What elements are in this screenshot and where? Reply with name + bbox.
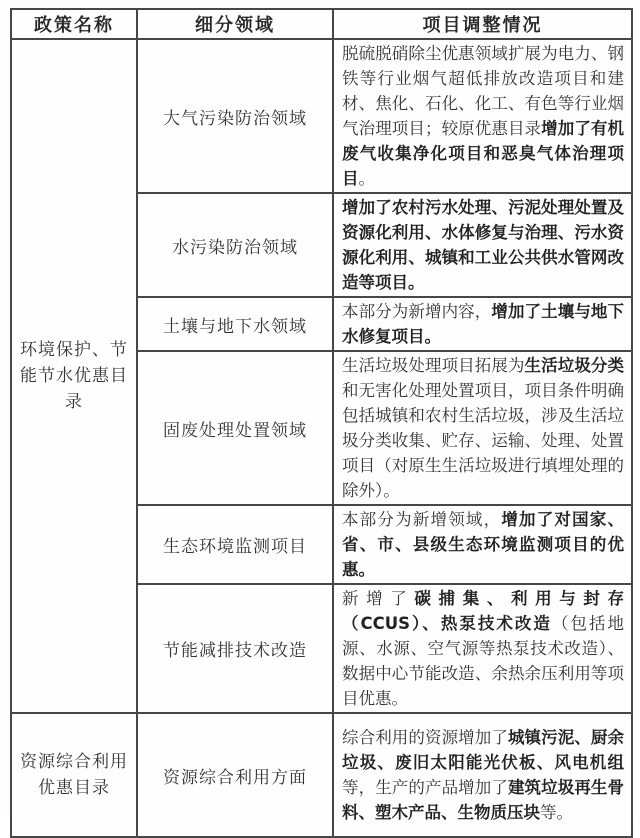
detail-segment: 脱硫脱硝除尘优惠领域扩展为电力、钢铁等行业烟气超低排放改造项目和建材、焦化、石化、化工、有色等行业烟气治理项目；较原优惠目录 <box>342 44 624 138</box>
detail-segment: 增加了农村污水处理、污泥处理处置及资源化利用、水体修复与治理、污水资源化利用、城镇和工业公共供水管网改造等项目。 <box>342 198 624 292</box>
field-water-pollution: 水污染防治领域 <box>137 193 333 297</box>
detail-segment: 新增了 <box>342 589 415 608</box>
field-resource-utilization: 资源综合利用方面 <box>137 713 333 837</box>
detail-segment: 等，生产的产品增加了 <box>342 778 508 797</box>
policy-adjustment-table <box>10 8 633 838</box>
detail-air-pollution <box>333 39 632 193</box>
detail-segment: 等。 <box>540 803 573 822</box>
detail-eco-monitoring <box>333 505 632 584</box>
table-row <box>11 39 632 193</box>
detail-segment: 本部分为新增领域， <box>342 510 502 529</box>
detail-segment: 本部分为新增内容， <box>342 302 492 321</box>
header-adjustment: 项目调整情况 <box>333 9 632 39</box>
detail-segment: 增加了对国家、省、市、县级生态环境监测项目的优惠。 <box>342 510 625 579</box>
detail-segment: 。 <box>358 169 375 188</box>
detail-segment: 生活垃圾分类 <box>524 356 624 375</box>
detail-segment: 和无害化处理处置项目，项目条件明确包括城镇和农村生活垃圾，涉及生活垃圾分类收集、贮存、运输、处理、处置项目（对原生生活垃圾进行填埋处理的除外）。 <box>342 381 624 500</box>
detail-segment: 增加了土壤与地下水修复项目。 <box>342 302 624 346</box>
detail-water-pollution <box>333 193 632 297</box>
policy-group-env-protection: 环境保护、节能节水优惠目录 <box>11 39 137 713</box>
field-solid-waste: 固废处理处置领域 <box>137 351 333 505</box>
detail-soil-groundwater <box>333 297 632 351</box>
header-row <box>11 9 632 39</box>
field-energy-saving: 节能减排技术改造 <box>137 584 333 713</box>
table-row <box>11 713 632 837</box>
detail-segment: 碳捕集、利用与封存（CCUS）、热泵技术改造 <box>342 589 625 633</box>
detail-resource-utilization <box>333 713 632 837</box>
detail-segment: 综合利用的资源增加了 <box>342 728 508 747</box>
header-subfield: 细分领域 <box>137 9 333 39</box>
field-soil-groundwater: 土壤与地下水领域 <box>137 297 333 351</box>
detail-energy-saving <box>333 584 632 713</box>
detail-segment: 建筑垃圾再生骨料、塑木产品、生物质压块 <box>342 778 624 822</box>
detail-solid-waste <box>333 351 632 505</box>
detail-segment: 生活垃圾处理项目拓展为 <box>342 356 525 375</box>
detail-segment: 城镇污泥、厨余垃圾、废旧太阳能光伏板、风电机组 <box>342 728 624 772</box>
detail-segment: 增加了有机废气收集净化项目和恶臭气体治理项目 <box>342 119 624 188</box>
field-eco-monitoring: 生态环境监测项目 <box>137 505 333 584</box>
policy-group-resource-utilization: 资源综合利用优惠目录 <box>11 713 137 837</box>
field-air-pollution: 大气污染防治领域 <box>137 39 333 193</box>
detail-segment: （包括地源、水源、空气源等热泵技术改造）、数据中心节能改造、余热余压利用等项目优惠。 <box>342 614 625 708</box>
header-policy-name: 政策名称 <box>11 9 137 39</box>
